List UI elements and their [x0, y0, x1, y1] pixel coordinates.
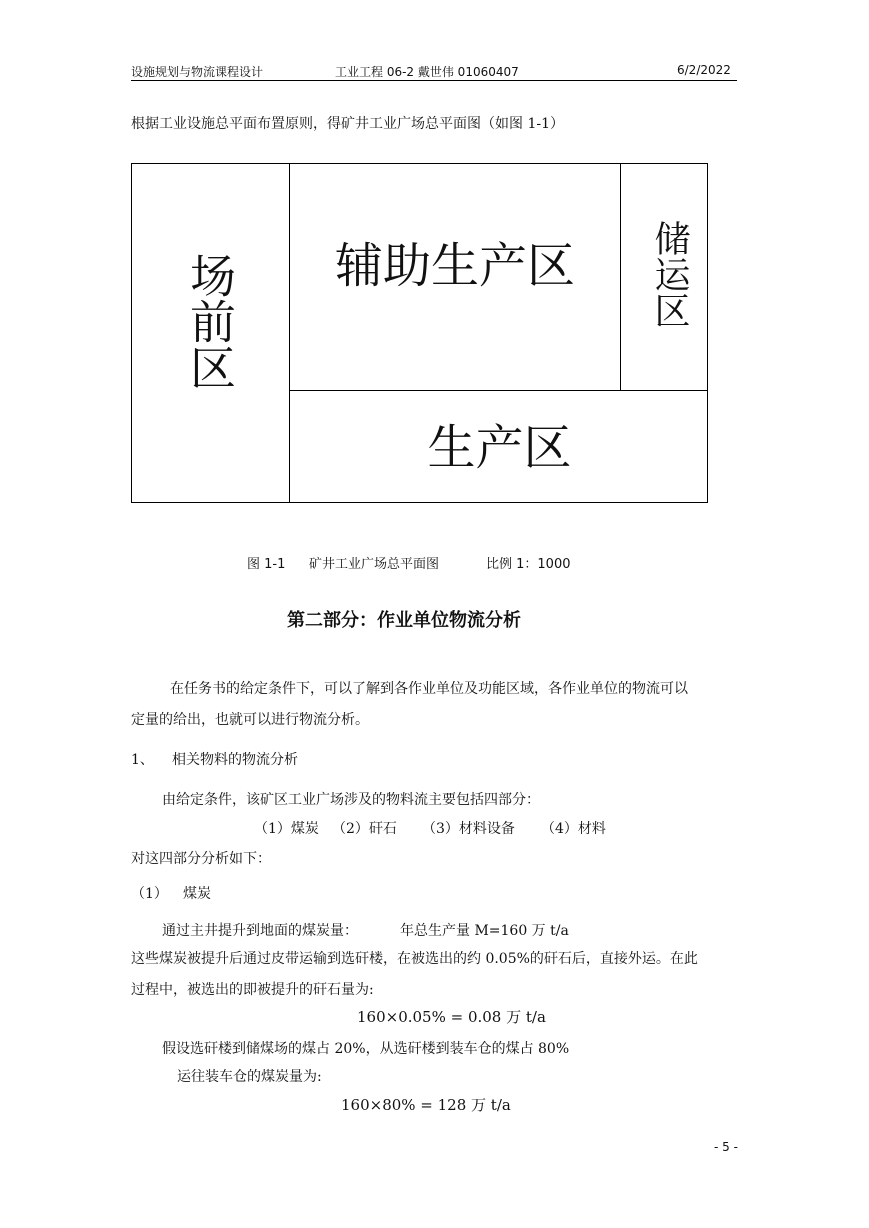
formula-coal-to-bin: 160×80% = 128 万 t/a	[341, 1096, 511, 1114]
subitem-title: 煤炭	[183, 886, 211, 902]
paragraph-3: 对这四部分分析如下：	[131, 851, 271, 867]
paragraph-2: 由给定条件，该矿区工业广场涉及的物料流主要包括四部分：	[162, 792, 540, 808]
figure-caption: 矿井工业广场总平面图	[309, 557, 440, 572]
intro-paragraph: 根据工业设施总平面布置原则，得矿井工业广场总平面图（如图 1-1）	[131, 116, 564, 132]
section-title: 第二部分：作业单位物流分析	[287, 610, 521, 631]
plan-divider-storage	[620, 164, 621, 390]
figure-number: 图 1-1	[247, 557, 286, 572]
figure-scale: 比例 1：1000	[486, 557, 571, 572]
paragraph-4-line-1: 这些煤炭被提升后通过皮带运输到选矸楼，在被选出的约 0.05%的矸石后，直接外运。在此	[131, 951, 698, 967]
formula-gangue: 160×0.05% = 0.08 万 t/a	[357, 1008, 546, 1026]
paragraph-1-line-2: 定量的给出，也就可以进行物流分析。	[131, 712, 369, 728]
list-item-title: 相关物料的物流分析	[172, 752, 298, 768]
material-item: （3）材料设备	[422, 821, 515, 837]
page-number: - 5 -	[714, 1140, 738, 1154]
zone-front: 场前区	[183, 252, 237, 390]
site-plan-diagram	[131, 163, 708, 503]
coal-amount-value: 年总生产量 M=160 万 t/a	[400, 923, 569, 939]
header-author: 工业工程 06-2 戴世伟 01060407	[335, 65, 519, 79]
header-rule	[131, 80, 737, 81]
list-item-number: 1、	[131, 752, 154, 768]
zone-storage-transport: 储运区	[649, 220, 690, 328]
zone-auxiliary-production: 辅助生产区	[334, 238, 575, 294]
material-item: （4）材料	[541, 821, 606, 837]
material-item: （1）煤炭	[254, 821, 319, 837]
paragraph-6: 运往装车仓的煤炭量为:	[177, 1069, 322, 1085]
plan-divider-horizontal	[289, 390, 708, 391]
paragraph-4-line-2: 过程中，被选出的即被提升的矸石量为:	[131, 982, 374, 998]
header-date: 6/2/2022	[677, 63, 731, 77]
coal-amount-label: 通过主井提升到地面的煤炭量：	[162, 923, 358, 939]
zone-production: 生产区	[427, 420, 572, 476]
material-item: （2）矸石	[332, 821, 397, 837]
header-course-title: 设施规划与物流课程设计	[131, 65, 264, 79]
paragraph-1-line-1: 在任务书的给定条件下，可以了解到各作业单位及功能区域，各作业单位的物流可以	[170, 681, 688, 697]
subitem-number: （1）	[131, 886, 168, 902]
paragraph-5: 假设选矸楼到储煤场的煤占 20%，从选矸楼到装车仓的煤占 80%	[162, 1041, 570, 1057]
